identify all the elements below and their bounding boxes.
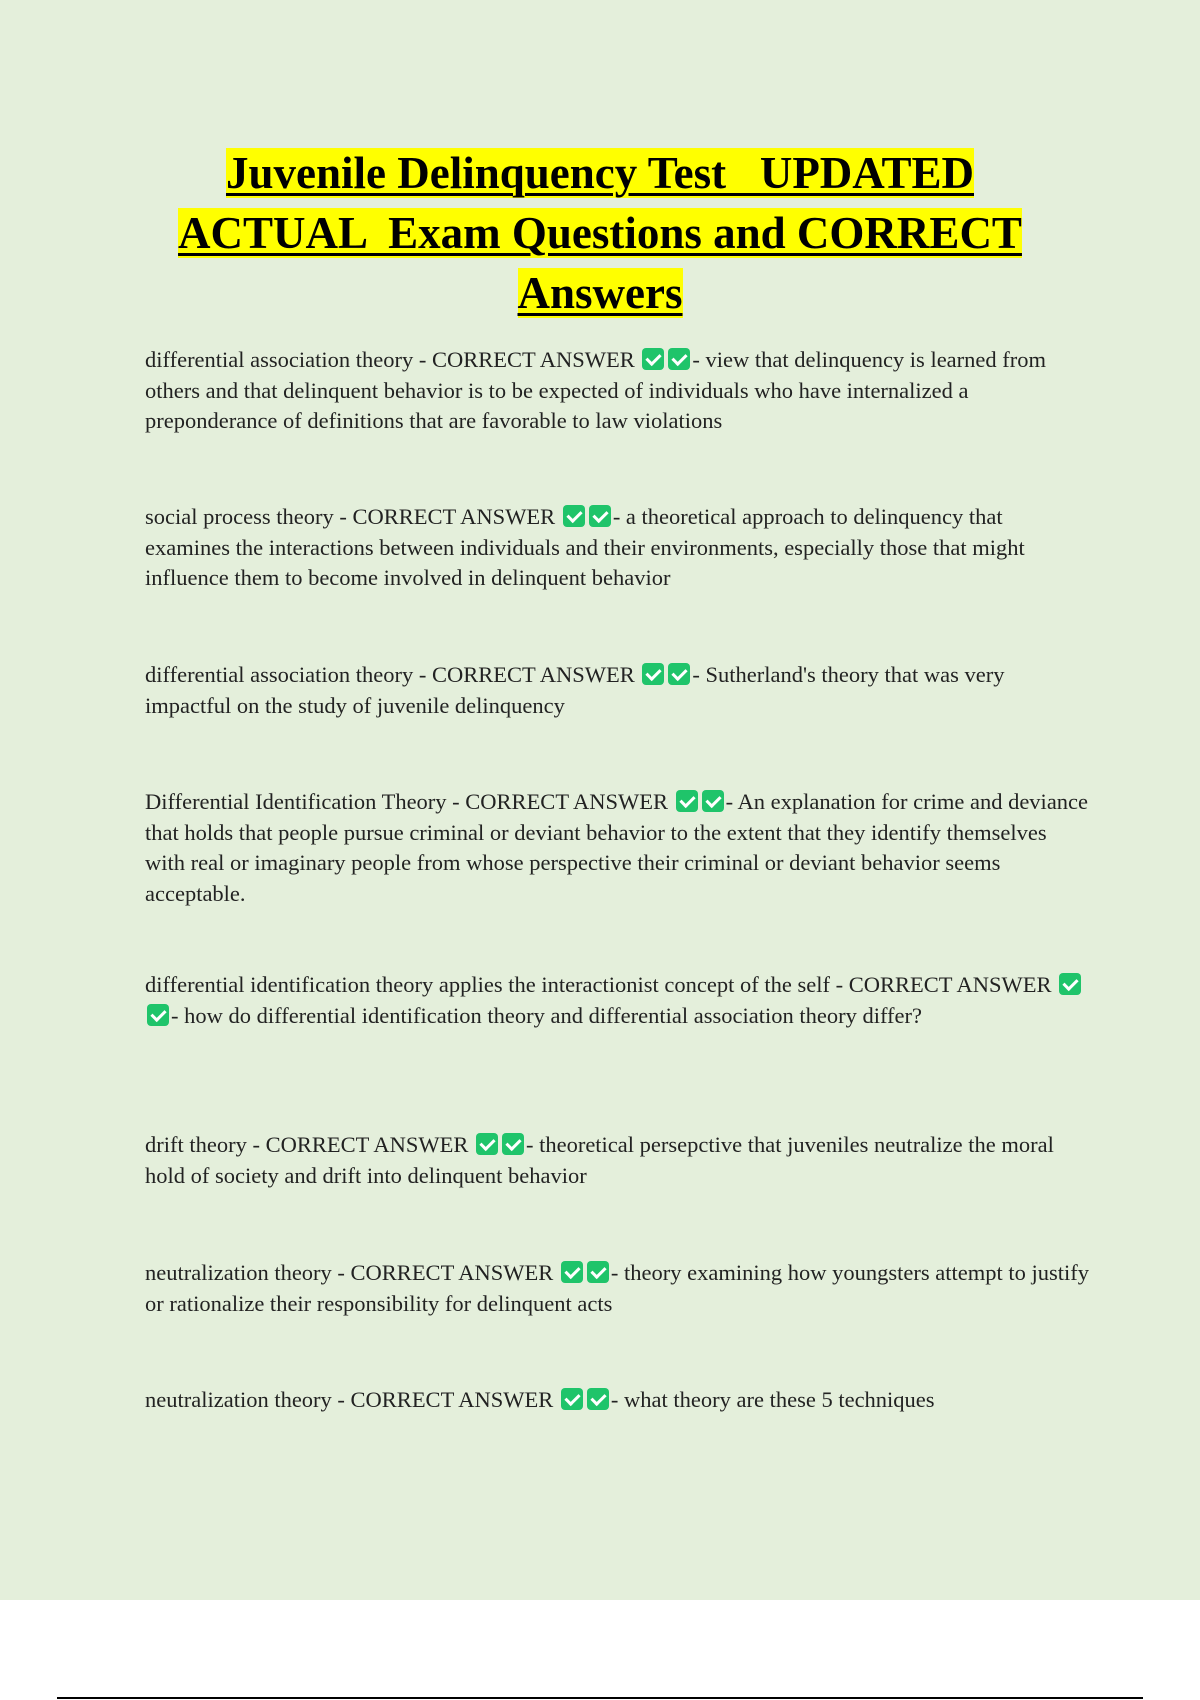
answer-label: CORRECT ANSWER: [352, 504, 556, 529]
check-icon: [642, 348, 664, 370]
check-icon: [702, 790, 724, 812]
qa-definition: - theoretical persepctive that juveniles neutralize the moral hold of society and drift into delinquent behavior: [145, 1132, 1054, 1188]
check-icon: [476, 1133, 498, 1155]
qa-term: neutralization theory -: [145, 1387, 351, 1412]
qa-definition: - An explanation for crime and deviance that holds that people pursue criminal or deviant behavior to the extent that they identify themselves with real or imaginary people from whose perspective their criminal or deviant behavior seems acceptable.: [145, 789, 1089, 906]
qa-definition: - what theory are these 5 techniques: [610, 1387, 935, 1412]
answer-label: CORRECT ANSWER: [465, 789, 669, 814]
check-icon: [676, 790, 698, 812]
qa-term: differential identification theory applies the interactionist concept of the self -: [145, 972, 849, 997]
document-title: [100, 143, 1100, 323]
check-icon: [668, 348, 690, 370]
qa-item: [145, 502, 1090, 594]
check-icon: [563, 505, 585, 527]
check-icon: [561, 1261, 583, 1283]
check-icon: [587, 1261, 609, 1283]
qa-definition: - theory examining how youngsters attempt to justify or rationalize their responsibility for delinquent acts: [145, 1260, 1089, 1316]
qa-definition: - Sutherland's theory that was very impactful on the study of juvenile delinquency: [145, 662, 1005, 718]
qa-definition: - how do differential identification theory and differential association theory differ?: [171, 1002, 922, 1028]
check-icon: [587, 1388, 609, 1410]
check-icon: [147, 1004, 169, 1026]
answer-label: CORRECT ANSWER: [350, 1260, 554, 1285]
qa-term: differential association theory -: [145, 662, 432, 687]
qa-definition: - view that delinquency is learned from others and that delinquent behavior is to be expected of individuals who have internalized a preponderance of definitions that are favorable to law violations: [145, 347, 1047, 433]
qa-item: [145, 1385, 1090, 1416]
title-line-2: ACTUAL Exam Questions and CORRECT: [178, 208, 1022, 258]
qa-term: neutralization theory -: [145, 1260, 351, 1285]
title-line-1: Juvenile Delinquency Test UPDATED: [226, 148, 974, 198]
check-icon: [561, 1388, 583, 1410]
title-line-3: Answers: [517, 268, 683, 318]
check-icon: [1059, 973, 1081, 995]
qa-term: drift theory -: [145, 1132, 266, 1157]
check-icon: [502, 1133, 524, 1155]
qa-item: [145, 787, 1090, 909]
qa-term: Differential Identification Theory -: [145, 789, 466, 814]
answer-label: CORRECT ANSWER: [432, 347, 635, 372]
footer-rule: [57, 1697, 1143, 1699]
answer-label: CORRECT ANSWER: [848, 972, 1052, 997]
answer-label: CORRECT ANSWER: [265, 1132, 469, 1157]
check-icon: [642, 663, 664, 685]
qa-definition: - a theoretical approach to delinquency that examines the interactions between individuals and their environments, especially those that might influence them to become involved in delinquent behavior: [145, 504, 1025, 590]
answer-label: CORRECT ANSWER: [350, 1387, 554, 1412]
qa-term: social process theory -: [145, 504, 353, 529]
qa-item: [145, 345, 1090, 437]
qa-item: [145, 1130, 1090, 1191]
qa-item: [145, 1258, 1090, 1319]
check-icon: [668, 663, 690, 685]
qa-item: [145, 660, 1090, 721]
check-icon: [589, 505, 611, 527]
qa-term: differential association theory -: [145, 347, 432, 372]
qa-item: [145, 970, 1090, 1031]
answer-label: CORRECT ANSWER: [432, 662, 635, 687]
